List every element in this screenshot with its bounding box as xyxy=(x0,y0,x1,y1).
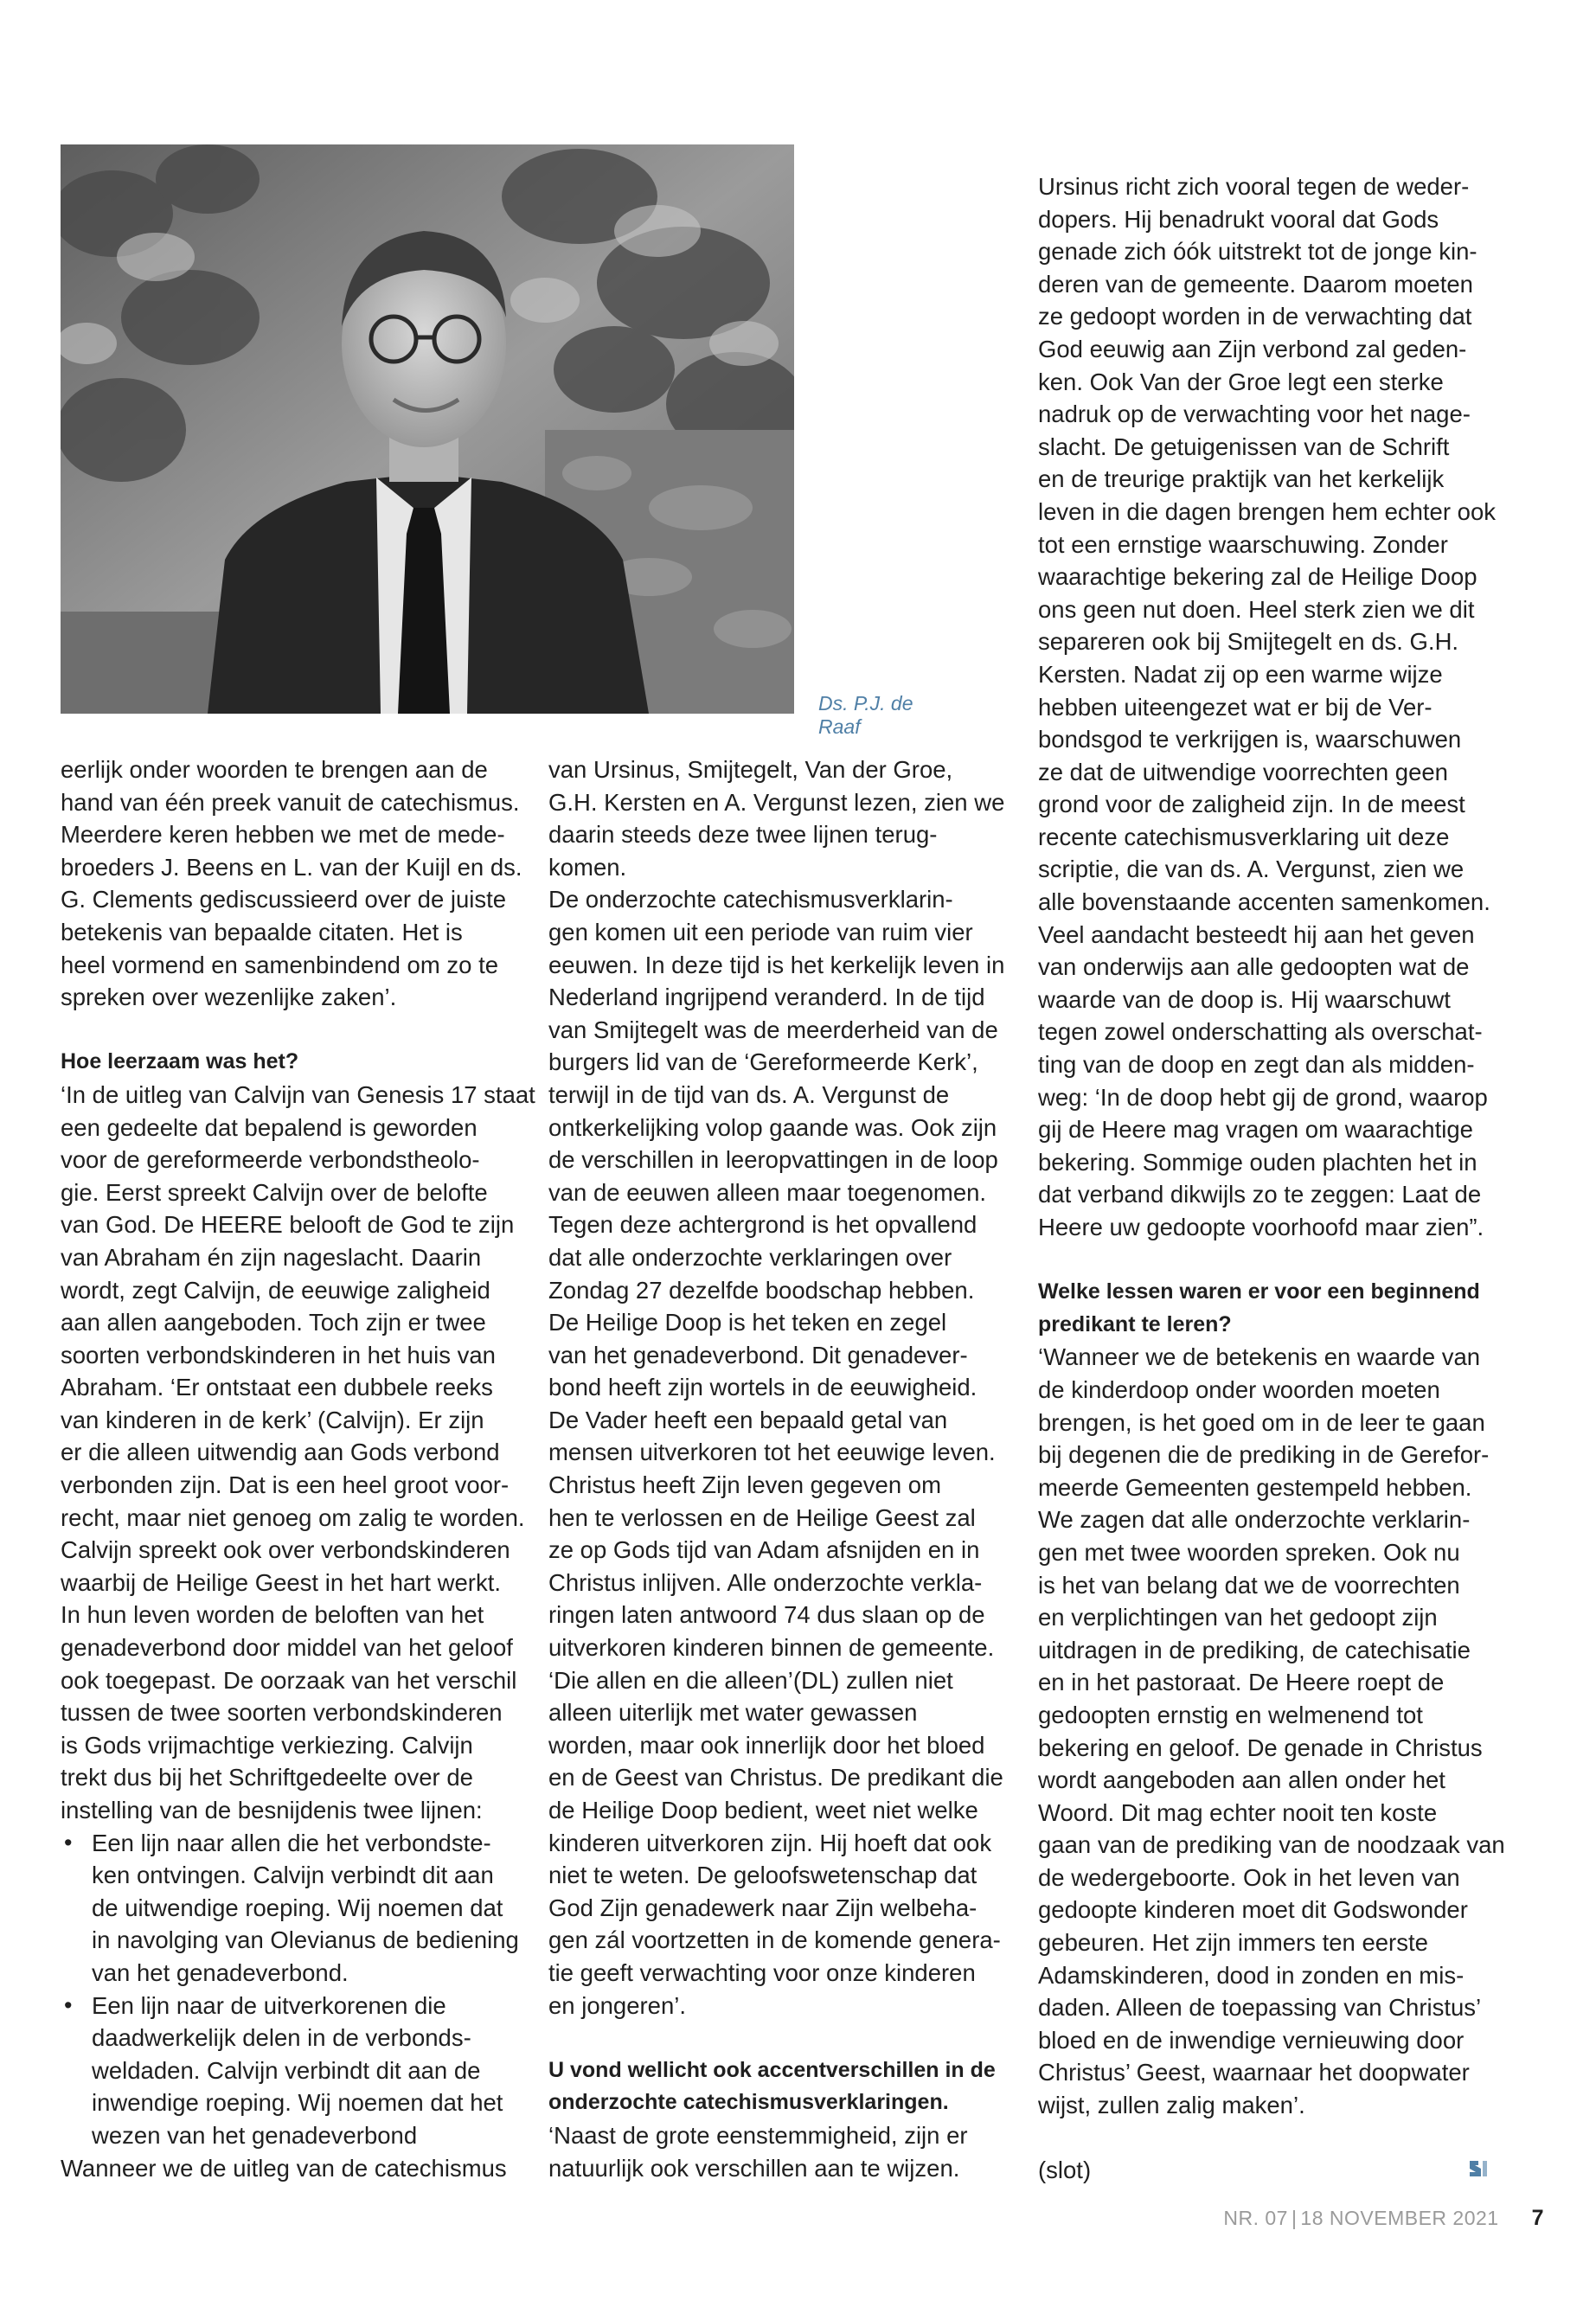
text-line: hebben uiteengezet wat er bij de Ver- xyxy=(1038,693,1433,721)
text-line: Tegen deze achtergrond is het opvallend xyxy=(548,1211,977,1239)
text-line: ontkerkelijking volop gaande was. Ook zijn xyxy=(548,1113,997,1141)
text-line: gen zál voortzetten in de komende genera- xyxy=(548,1926,1001,1954)
text-line: Christus’ Geest, waarnaar het doopwater xyxy=(1038,2059,1470,2086)
bullet-item: • Een lijn naar de uitverkorenen die xyxy=(61,1990,510,2022)
text-line: tot een ernstige waarschuwing. Zonder xyxy=(1038,530,1448,558)
text-line: bekering. Sommige ouden plachten het in xyxy=(1038,1148,1477,1176)
text-line: Wanneer we de uitleg van de catechismus xyxy=(61,2154,507,2182)
text-line: de wedergeboorte. Ook in het leven van xyxy=(1038,1863,1460,1891)
text-line: dat verband dikwijls zo te zeggen: Laat de xyxy=(1038,1181,1482,1208)
text-line: wezen van het genadeverbond xyxy=(92,2121,418,2149)
photo-caption: Ds. P.J. de Raaf xyxy=(818,692,913,738)
text-line: van het genadeverbond. Dit genadever- xyxy=(548,1341,968,1368)
text-line: Christus inlijven. Alle onderzochte verkla- xyxy=(548,1568,983,1596)
text-line: is Gods vrijmachtige verkiezing. Calvijn xyxy=(61,1731,473,1759)
section-heading: U vond wellicht ook accentverschillen in de xyxy=(548,2057,996,2082)
text-line: is het van belang dat we de voorrechten xyxy=(1038,1571,1460,1599)
text-line: deren van de gemeente. Daarom moeten xyxy=(1038,270,1473,298)
text-line: een gedeelte dat bepalend is geworden xyxy=(61,1113,478,1141)
text-line: de kinderdoop onder woorden moeten xyxy=(1038,1375,1440,1403)
text-line: ken ontvingen. Calvijn verbindt dit aan xyxy=(92,1862,494,1889)
text-line: gen komen uit een periode van ruim vier xyxy=(548,918,973,945)
text-line: Christus heeft Zijn leven gegeven om xyxy=(548,1471,941,1499)
text-line: leven in die dagen brengen hem echter ook xyxy=(1038,497,1496,525)
text-line: van de eeuwen alleen maar toegenomen. xyxy=(548,1178,987,1206)
text-line: Ursinus richt zich vooral tegen de weder- xyxy=(1038,173,1470,200)
text-line: broeders J. Beens en L. van der Kuijl en ds. xyxy=(61,853,522,881)
text-line: alleen uiterlijk met water gewassen xyxy=(548,1699,918,1727)
text-line: daarin steeds deze twee lijnen terug- xyxy=(548,821,938,849)
text-line: dopers. Hij benadrukt vooral dat Gods xyxy=(1038,205,1439,233)
text-line: en jongeren’. xyxy=(548,1991,687,2019)
text-line: gebeuren. Het zijn immers ten eerste xyxy=(1038,1929,1428,1957)
page-footer: NR. 07 | 18 NOVEMBER 2021 7 xyxy=(1223,2206,1544,2230)
text-line: tie geeft verwachting voor onze kinderen xyxy=(548,1958,976,1986)
text-line: trekt dus bij het Schriftgedeelte over de xyxy=(61,1764,473,1791)
section-heading: Hoe leerzaam was het? xyxy=(61,1049,299,1074)
text-line: grond voor de zaligheid zijn. In de meest xyxy=(1038,791,1465,818)
text-line: bekering en geloof. De genade in Christus xyxy=(1038,1734,1483,1761)
text-line: de Heilige Doop bedient, weet niet welke xyxy=(548,1797,978,1823)
text-line: eeuwen. In deze tijd is het kerkelijk leven in xyxy=(548,951,1005,978)
portrait-image xyxy=(61,144,794,714)
text-line: genadeverbond door middel van het geloof xyxy=(61,1634,513,1662)
issue-number: NR. 07 xyxy=(1223,2207,1288,2229)
text-line: niet te weten. De geloofswetenschap dat xyxy=(548,1862,977,1889)
text-line: waarachtige bekering zal de Heilige Doop xyxy=(1038,563,1477,591)
text-line: nadruk op de verwachting voor het nage- xyxy=(1038,401,1471,428)
section-heading: Welke lessen waren er voor een beginnend xyxy=(1038,1279,1480,1304)
text-line: ‘Wanneer we de betekenis en waarde van xyxy=(1038,1343,1481,1371)
text-line: terwijl in de tijd van ds. A. Vergunst de xyxy=(548,1080,950,1108)
text-line: uitdragen in de prediking, de catechisatie xyxy=(1038,1636,1471,1663)
section-heading: onderzochte catechismusverklaringen. xyxy=(548,2090,949,2115)
text-line: inwendige roeping. Wij noemen dat het xyxy=(92,2089,503,2117)
text-line: natuurlijk ook verschillen aan te wijzen. xyxy=(548,2154,960,2182)
text-line: aan allen aangeboden. Toch zijn er twee xyxy=(61,1309,486,1336)
text-line: van het genadeverbond. xyxy=(92,1958,349,1986)
text-line: heel vormend en samenbindend om zo te xyxy=(61,951,499,978)
text-line: spreken over wezenlijke zaken’. xyxy=(61,984,397,1011)
text-line: mensen uitverkoren tot het eeuwige leven. xyxy=(548,1439,996,1466)
text-line: ‘In de uitleg van Calvijn van Genesis 17 staat xyxy=(61,1080,535,1108)
text-line: alle bovenstaande accenten samenkomen. xyxy=(1038,888,1490,916)
text-line: bond heeft zijn wortels in de eeuwigheid. xyxy=(548,1374,977,1401)
text-line: In hun leven worden de beloften van het xyxy=(61,1601,484,1629)
text-line: hand van één preek vanuit de catechismus. xyxy=(61,788,520,816)
end-mark-icon xyxy=(1467,2157,1490,2180)
text-line: de verschillen in leeropvattingen in de loop xyxy=(548,1146,998,1174)
text-line: van God. De HEERE belooft de God te zijn xyxy=(61,1211,515,1239)
text-line: gij de Heere mag vragen om waarachtige xyxy=(1038,1116,1473,1144)
section-heading: predikant te leren? xyxy=(1038,1311,1232,1336)
text-line: Veel aandacht besteedt hij aan het geven xyxy=(1038,920,1475,948)
text-line: ook toegepast. De oorzaak van het verschil xyxy=(61,1666,517,1694)
text-line: uitverkoren kinderen binnen de gemeente. xyxy=(548,1634,995,1662)
text-line: Zondag 27 dezelfde boodschap hebben. xyxy=(548,1276,975,1304)
text-line: bij degenen die de prediking in de Gerefor- xyxy=(1038,1441,1490,1469)
portrait-photo xyxy=(61,144,794,714)
text-line: Abraham. ‘Er ontstaat een dubbele reeks xyxy=(61,1374,493,1401)
text-line: weldaden. Calvijn verbindt dit aan de xyxy=(92,2056,481,2084)
text-line: ting van de doop en zegt dan als midden- xyxy=(1038,1051,1475,1079)
text-line: ‘Die allen en die alleen’(DL) zullen niet xyxy=(548,1666,953,1694)
text-line: We zagen dat alle onderzochte verklarin- xyxy=(1038,1506,1471,1534)
text-line: en verplichtingen van het gedoopt zijn xyxy=(1038,1604,1438,1631)
text-line: van Abraham én zijn nageslacht. Daarin xyxy=(61,1243,482,1271)
text-line: burgers lid van de ‘Gereformeerde Kerk’, xyxy=(548,1048,978,1076)
text-line: ken. Ook Van der Groe legt een sterke xyxy=(1038,368,1444,395)
text-line: hen te verlossen en de Heilige Geest zal xyxy=(548,1503,976,1531)
text-line: G.H. Kersten en A. Vergunst lezen, zien we xyxy=(548,788,1005,816)
text-line: komen. xyxy=(548,853,627,881)
text-line: ringen laten antwoord 74 dus slaan op de xyxy=(548,1601,985,1629)
column-3 xyxy=(1038,170,1514,2187)
text-line: weg: ‘In de doop hebt gij de grond, waarop xyxy=(1038,1083,1488,1111)
text-line: G. Clements gediscussieerd over de juiste xyxy=(61,886,507,913)
text-line: en in het pastoraat. De Heere roept de xyxy=(1038,1669,1445,1696)
text-line: waarbij de Heilige Geest in het hart werkt. xyxy=(61,1568,501,1596)
text-line: Woord. Dit mag echter nooit ten koste xyxy=(1038,1798,1438,1826)
text-line: kinderen uitverkoren zijn. Hij hoeft dat ook xyxy=(548,1829,992,1856)
issue-date: 18 NOVEMBER 2021 xyxy=(1300,2207,1499,2229)
text-line: Heere uw gedoopte voorhoofd maar zien”. xyxy=(1038,1214,1484,1240)
text-line: wordt aangeboden aan allen onder het xyxy=(1038,1766,1445,1794)
text-line: gie. Eerst spreekt Calvijn over de belofte xyxy=(61,1178,488,1206)
text-line: gen met twee woorden spreken. Ook nu xyxy=(1038,1538,1460,1566)
text-line: bondsgod te verkrijgen is, waarschuwen xyxy=(1038,726,1462,753)
text-line: separeren ook bij Smijtegelt en ds. G.H. xyxy=(1038,628,1459,656)
bullet-item: • Een lijn naar allen die het verbondste- xyxy=(61,1827,510,1860)
text-line: tussen de twee soorten verbondskinderen xyxy=(61,1699,503,1727)
text-line: Nederland ingrijpend veranderd. In de tijd xyxy=(548,984,985,1011)
text-line: gaan van de prediking van de noodzaak van xyxy=(1038,1831,1505,1859)
text-line: van Smijtegelt was de meerderheid van de xyxy=(548,1016,998,1043)
text-line: van Ursinus, Smijtegelt, Van der Groe, xyxy=(548,756,953,783)
text-line: God eeuwig aan Zijn verbond zal geden- xyxy=(1038,335,1467,362)
text-line: De onderzochte catechismusverklarin- xyxy=(548,886,953,913)
text-line: ons geen nut doen. Heel sterk zien we dit xyxy=(1038,595,1475,623)
text-line: ‘Naast de grote eenstemmigheid, zijn er xyxy=(548,2121,968,2149)
text-line: in navolging van Olevianus de bediening xyxy=(92,1926,519,1954)
text-line: God Zijn genadewerk naar Zijn welbeha- xyxy=(548,1894,977,1921)
text-line: Kersten. Nadat zij op een warme wijze xyxy=(1038,660,1443,688)
text-line: Meerdere keren hebben we met de mede- xyxy=(61,821,505,849)
text-line: ze gedoopt worden in de verwachting dat xyxy=(1038,303,1472,330)
text-line: van kinderen in de kerk’ (Calvijn). Er zijn xyxy=(61,1406,484,1433)
text-line: dat alle onderzochte verklaringen over xyxy=(548,1243,952,1271)
text-line: soorten verbondskinderen in het huis van xyxy=(61,1341,496,1368)
text-line: genade zich óók uitstrekt tot de jonge kin- xyxy=(1038,238,1477,266)
text-line: De Vader heeft een bepaald getal van xyxy=(548,1406,948,1433)
text-line: slacht. De getuigenissen van de Schrift xyxy=(1038,433,1450,460)
text-line: gedoopte kinderen moet dit Godswonder xyxy=(1038,1896,1468,1924)
slot-label: (slot) xyxy=(1038,2157,1092,2184)
page-number: 7 xyxy=(1531,2206,1544,2230)
text-line: Adamskinderen, dood in zonden en mis- xyxy=(1038,1961,1465,1989)
text-line: ze op Gods tijd van Adam afsnijden en in xyxy=(548,1536,980,1564)
text-line: meerde Gemeenten gestempeld hebben. xyxy=(1038,1473,1472,1501)
text-line: gedoopten ernstig en welmenend tot xyxy=(1038,1701,1423,1728)
text-line: scriptie, die van ds. A. Vergunst, zien we xyxy=(1038,856,1465,883)
text-line: er die alleen uitwendig aan Gods verbond xyxy=(61,1439,500,1466)
text-line: instelling van de besnijdenis twee lijnen: xyxy=(61,1797,483,1823)
text-line: De Heilige Doop is het teken en zegel xyxy=(548,1309,947,1336)
text-line: en de Geest van Christus. De predikant die xyxy=(548,1764,1003,1791)
column-2 xyxy=(548,753,1011,2184)
text-line: recente catechismusverklaring uit deze xyxy=(1038,823,1450,850)
text-line: daadwerkelijk delen in de verbonds- xyxy=(92,2024,471,2052)
text-line: de uitwendige roeping. Wij noemen dat xyxy=(92,1894,503,1921)
column-1 xyxy=(61,753,535,2184)
text-line: waarde van de doop is. Hij waarschuwt xyxy=(1038,985,1451,1013)
text-line: worden, maar ook innerlijk door het bloed xyxy=(548,1731,985,1759)
text-line: bloed en de inwendige vernieuwing door xyxy=(1038,2026,1465,2054)
slot-row xyxy=(1038,2154,1514,2187)
text-line: Calvijn spreekt ook over verbondskinderen xyxy=(61,1536,510,1564)
text-line: brengen, is het goed om in de leer te gaan xyxy=(1038,1408,1485,1436)
text-line: ze dat de uitwendige voorrechten geen xyxy=(1038,758,1448,785)
text-line: wordt, zegt Calvijn, de eeuwige zaligheid xyxy=(61,1276,490,1304)
text-line: recht, maar niet genoeg om zalig te worden. xyxy=(61,1503,525,1531)
text-line: van onderwijs aan alle gedoopten wat de xyxy=(1038,953,1470,981)
text-line: daden. Alleen de toepassing van Christus’ xyxy=(1038,1994,1482,2022)
text-line: verbonden zijn. Dat is een heel groot voor- xyxy=(61,1471,510,1499)
text-line: voor de gereformeerde verbondstheolo- xyxy=(61,1146,480,1174)
text-line: eerlijk onder woorden te brengen aan de xyxy=(61,756,488,783)
text-line: en de treurige praktijk van het kerkelijk xyxy=(1038,465,1445,493)
text-line: betekenis van bepaalde citaten. Het is xyxy=(61,918,463,945)
text-line: tegen zowel onderschatting als overschat- xyxy=(1038,1018,1483,1046)
text-line: wijst, zullen zalig maken’. xyxy=(1038,2092,1305,2119)
